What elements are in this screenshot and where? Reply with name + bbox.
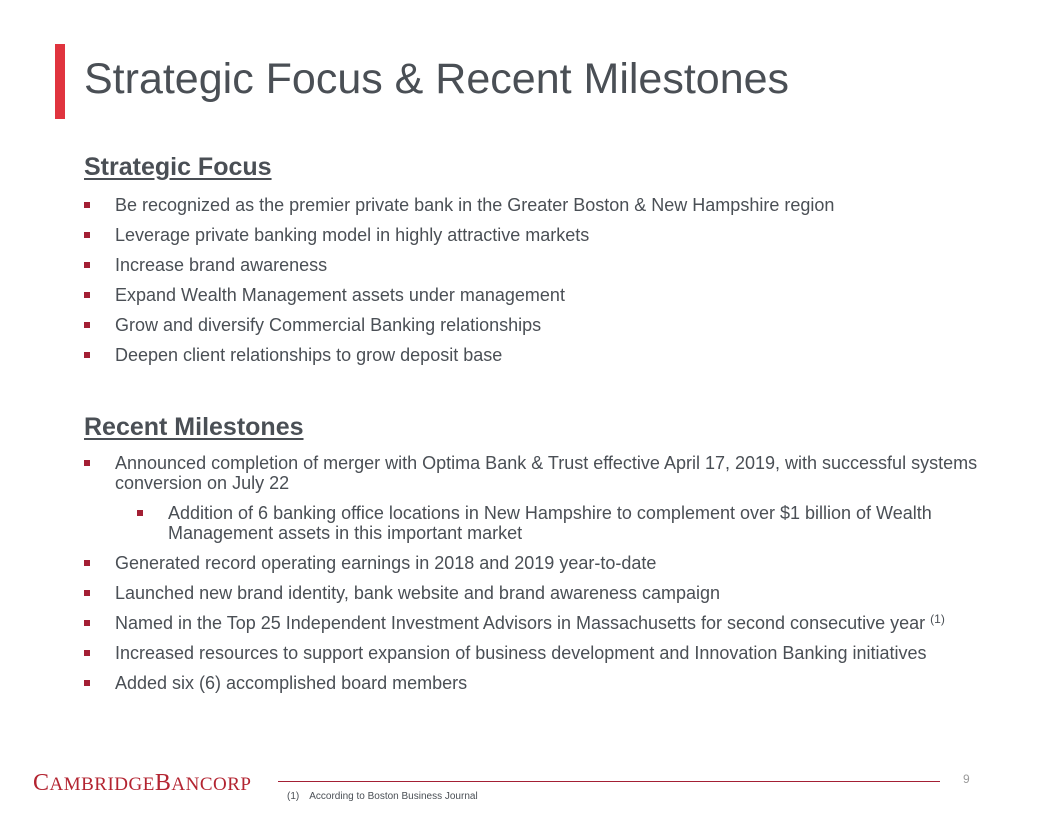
list-item: Launched new brand identity, bank website and brand awareness campaign	[84, 583, 1004, 603]
bullet-marker	[84, 680, 90, 686]
page-title: Strategic Focus & Recent Milestones	[84, 55, 790, 103]
bullet-marker	[84, 620, 90, 626]
strategic-focus-list	[84, 195, 1004, 375]
bullet-marker	[137, 510, 143, 516]
list-item: Increase brand awareness	[84, 255, 1004, 275]
bullet-marker	[84, 232, 90, 238]
list-item: Grow and diversify Commercial Banking relationships	[84, 315, 1004, 335]
list-item: Deepen client relationships to grow deposit base	[84, 345, 1004, 365]
list-item: Added six (6) accomplished board members	[84, 673, 1004, 693]
bullet-marker	[84, 322, 90, 328]
footnote-number: (1)	[287, 791, 300, 802]
title-accent-bar	[55, 44, 65, 119]
list-item: Be recognized as the premier private bank in the Greater Boston & New Hampshire region	[84, 195, 1004, 215]
page-number: 9	[963, 772, 970, 786]
bullet-marker	[84, 460, 90, 466]
bullet-marker	[84, 262, 90, 268]
list-item: Increased resources to support expansion of business development and Innovation Banking initiatives	[84, 643, 1004, 663]
footnote-text: According to Boston Business Journal	[309, 791, 478, 802]
bullet-marker	[84, 650, 90, 656]
bullet-marker	[84, 590, 90, 596]
list-item: Generated record operating earnings in 2018 and 2019 year-to-date	[84, 553, 1004, 573]
list-item: Named in the Top 25 Independent Investment Advisors in Massachusetts for second consecutive year $^{(1)}$	[84, 613, 1004, 633]
bullet-marker	[84, 560, 90, 566]
sub-list-item: Addition of 6 banking office locations in New Hampshire to complement over $1 billion of Wealth Management assets in this important market	[137, 503, 1004, 543]
bullet-marker	[84, 352, 90, 358]
footnote	[287, 791, 478, 802]
list-item: Announced completion of merger with Optima Bank & Trust effective April 17, 2019, with successful systems conversion on July 22	[84, 453, 1004, 493]
list-item: Expand Wealth Management assets under management	[84, 285, 1004, 305]
bullet-marker	[84, 202, 90, 208]
strategic-focus-heading: Strategic Focus	[84, 153, 272, 181]
cambridge-bancorp-logo: CAMBRIDGEBANCORP	[33, 770, 252, 796]
recent-milestones-heading: Recent Milestones	[84, 413, 304, 441]
bullet-marker	[84, 292, 90, 298]
footer-divider	[278, 781, 940, 782]
recent-milestones-list	[84, 453, 1004, 703]
footnote-reference: (1)	[930, 612, 945, 626]
list-item: Leverage private banking model in highly attractive markets	[84, 225, 1004, 245]
